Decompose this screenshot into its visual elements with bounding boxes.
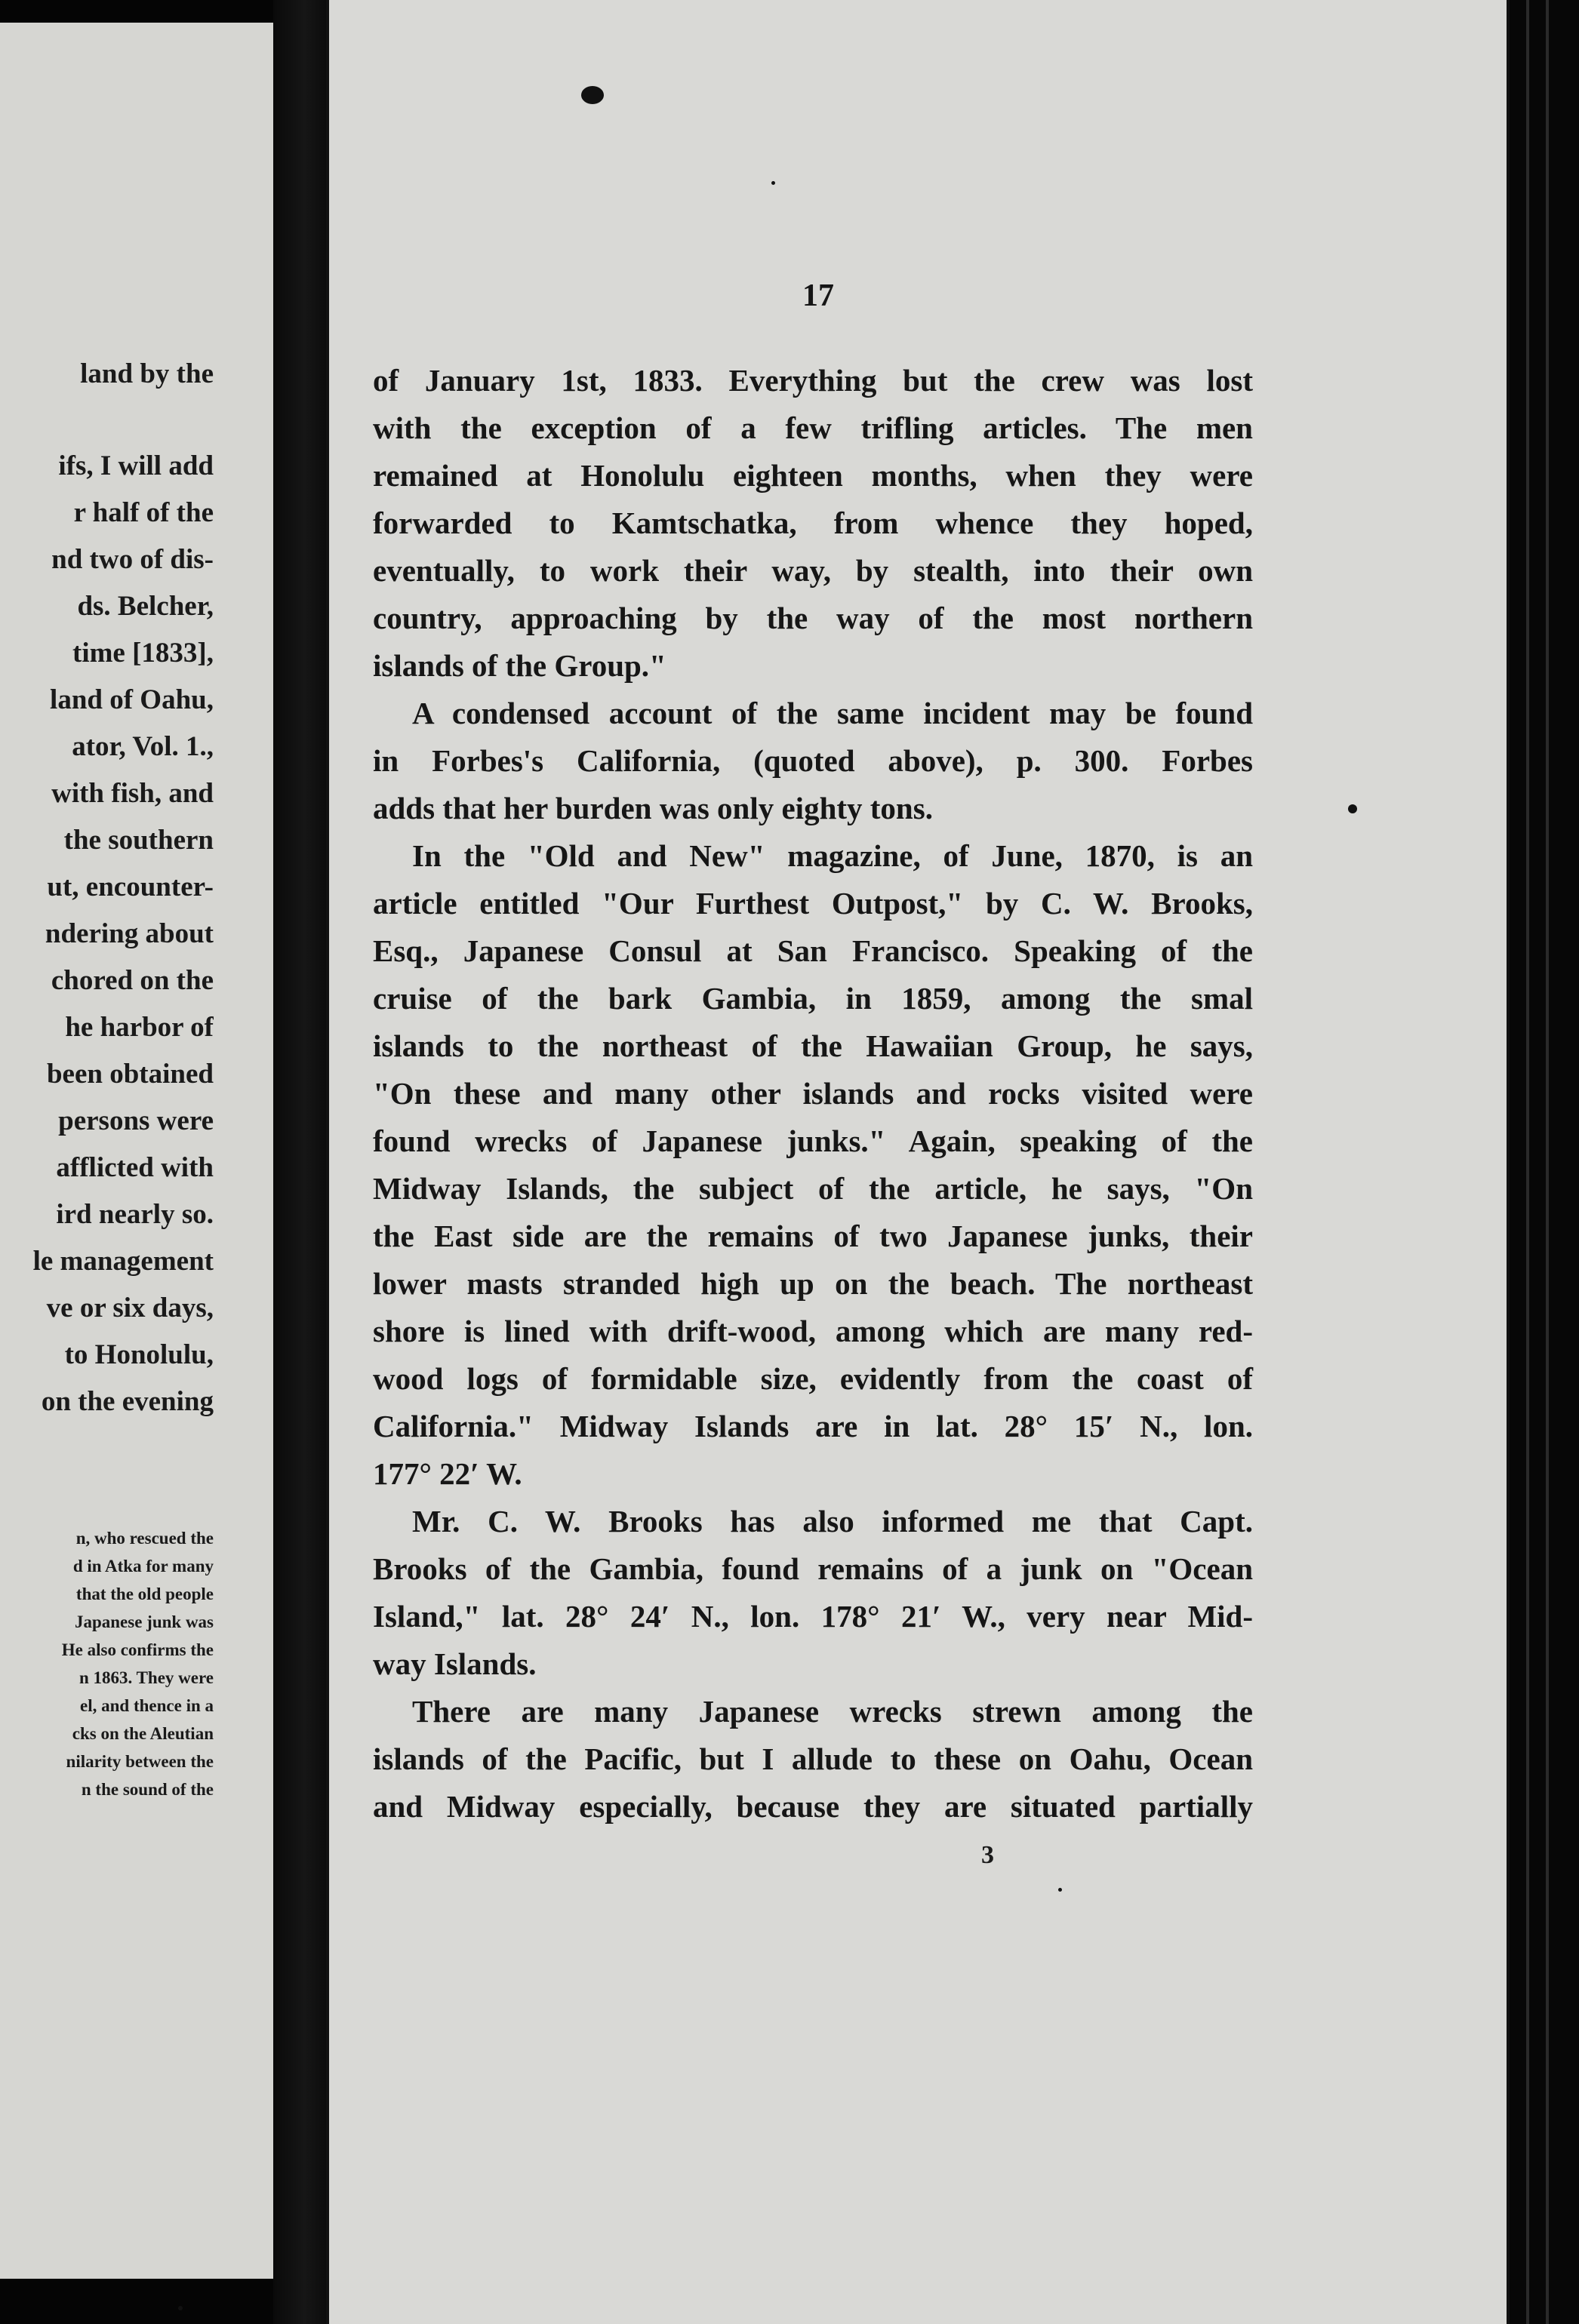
text-line: In the "Old and New" magazine, of June, 1870, is an (412, 838, 1253, 873)
text-line: Mr. C. W. Brooks has also informed me that Capt. (412, 1504, 1253, 1539)
text-line: the East side are the remains of two Japanese junks, their (373, 1219, 1253, 1253)
left-text-line: been obtained (46, 1059, 214, 1090)
left-footnote-line: cks on the Aleutian (72, 1724, 214, 1743)
text-line: 177° 22′ W. (373, 1456, 522, 1491)
text-line: Brooks of the Gambia, found remains of a junk on "Ocean (373, 1551, 1253, 1586)
left-text-line: land of Oahu, (50, 684, 214, 715)
left-text-line: ator, Vol. 1., (72, 731, 214, 762)
previous-page-fragment (0, 23, 273, 2279)
binding-stripe (1546, 0, 1549, 2324)
text-line: "On these and many other islands and rocks visited were (373, 1076, 1253, 1111)
left-text-line: ifs, I will add (58, 450, 214, 481)
text-line: California." Midway Islands are in lat. 28° 15′ N., lon. (373, 1409, 1253, 1443)
text-line: shore is lined with drift-wood, among which are many red- (373, 1314, 1253, 1348)
text-line: Midway Islands, the subject of the article, he says, "On (373, 1171, 1253, 1206)
text-line: adds that her burden was only eighty tons. (373, 791, 933, 825)
text-line: Esq., Japanese Consul at San Francisco. Speaking of the (373, 933, 1253, 968)
left-footnote-line: n the sound of the (81, 1780, 214, 1799)
left-footnote-line: d in Atka for many (72, 1557, 214, 1575)
text-line: islands of the Pacific, but I allude to these on Oahu, Ocean (373, 1741, 1253, 1776)
left-footnote-line: n, who rescued the (75, 1529, 214, 1548)
text-line: Island," lat. 28° 24′ N., lon. 178° 21′ W., very near Mid- (373, 1599, 1253, 1634)
left-footnote-line: Japanese junk was (74, 1612, 214, 1631)
text-line: of January 1st, 1833. Everything but the crew was lost (373, 363, 1253, 398)
ink-blot (581, 86, 604, 104)
text-line: lower masts stranded high up on the beach. The northeast (373, 1266, 1253, 1301)
text-line: islands to the northeast of the Hawaiian Group, he says, (373, 1028, 1253, 1063)
signature-mark: 3 (981, 1841, 994, 1869)
left-text-line: with fish, and (51, 778, 214, 809)
left-text-line: le management (32, 1246, 214, 1277)
text-line: country, approaching by the way of the most northern (373, 601, 1253, 635)
left-text-line: he harbor of (65, 1012, 214, 1043)
left-text-line: ds. Belcher, (77, 591, 214, 622)
text-line: found wrecks of Japanese junks." Again, speaking of the (373, 1124, 1253, 1158)
left-text-line: ird nearly so. (56, 1199, 214, 1230)
left-footnote-line: n 1863. They were (78, 1668, 214, 1687)
left-text-line: ve or six days, (46, 1293, 214, 1323)
text-line: and Midway especially, because they are situated partially (373, 1789, 1253, 1824)
text-line: in Forbes's California, (quoted above), p. 300. Forbes (373, 743, 1253, 778)
text-line: A condensed account of the same incident may be found (412, 696, 1253, 730)
left-text-line: to Honolulu, (64, 1339, 214, 1370)
left-footnote-line: el, and thence in a (80, 1696, 214, 1715)
left-text-line: the southern (63, 825, 214, 856)
left-text-line: chored on the (51, 965, 214, 996)
left-text-line: ndering about (45, 918, 214, 949)
text-line: eventually, to work their way, by stealth, into their own (373, 553, 1253, 588)
left-footnote-line: nilarity between the (66, 1752, 214, 1771)
text-line: islands of the Group." (373, 648, 666, 683)
left-footnote-line: that the old people (75, 1585, 214, 1603)
text-line: cruise of the bark Gambia, in 1859, among the smal (373, 981, 1253, 1016)
left-text-line: nd two of dis- (51, 544, 214, 575)
ink-speck (1348, 804, 1357, 813)
ink-speck (178, 2306, 183, 2310)
binding-stripe (1526, 0, 1529, 2324)
left-text-line: persons were (58, 1105, 214, 1136)
text-line: There are many Japanese wrecks strewn among the (412, 1694, 1253, 1729)
left-text-line: time [1833], (72, 638, 214, 669)
text-line: article entitled "Our Furthest Outpost," by C. W. Brooks, (373, 886, 1253, 921)
page-number: 17 (802, 278, 834, 313)
left-text-line: on the evening (41, 1386, 214, 1417)
text-line: wood logs of formidable size, evidently from the coast of (373, 1361, 1253, 1396)
book-page (326, 0, 1510, 2324)
gutter-shadow (273, 0, 326, 2324)
text-line: way Islands. (373, 1646, 537, 1681)
left-footnote-line: He also confirms the (61, 1640, 214, 1659)
left-text-line: afflicted with (56, 1152, 214, 1183)
text-line: with the exception of a few trifling articles. The men (373, 410, 1253, 445)
left-text-line: land by the (80, 358, 214, 389)
ink-speck (1058, 1888, 1062, 1892)
left-text-line: r half of the (73, 497, 214, 528)
ink-speck (771, 181, 775, 185)
text-line: forwarded to Kamtschatka, from whence they hoped, (373, 506, 1253, 540)
right-binding-edge (1510, 0, 1579, 2324)
left-text-line: ut, encounter- (47, 872, 214, 902)
text-line: remained at Honolulu eighteen months, when they were (373, 458, 1253, 493)
